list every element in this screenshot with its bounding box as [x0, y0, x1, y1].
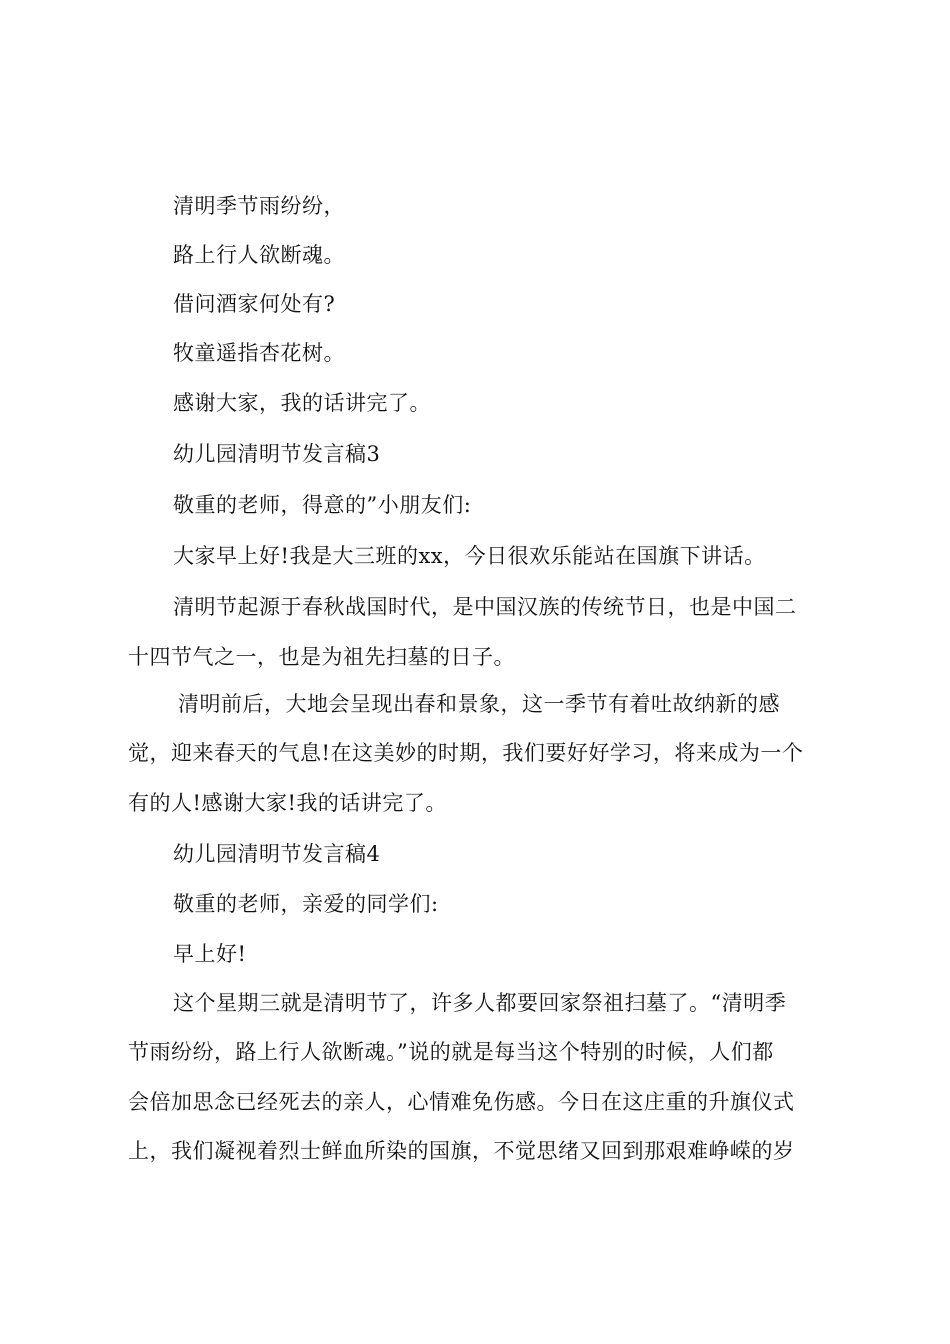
paragraph-line: 节雨纷纷，路上行人欲断魂。”说的就是每当这个特别的时候，人们都: [128, 1040, 774, 1064]
poem-line-3: 借问酒家何处有?: [173, 292, 336, 316]
paragraph-line: 这个星期三就是清明节了，许多人都要回家祭祖扫墓了。“清明季: [173, 991, 787, 1015]
greeting-line: 敬重的老师，得意的”小朋友们:: [173, 493, 472, 517]
poem-line-2: 路上行人欲断魂。: [173, 243, 345, 267]
paragraph-line: 会倍加思念已经死去的亲人，心情难免伤感。今日在这庄重的升旗仪式: [128, 1090, 795, 1114]
poem-line-1: 清明季节雨纷纷，: [173, 194, 345, 218]
paragraph-line: 清明节起源于春秋战国时代，是中国汉族的传统节日，也是中国二: [173, 595, 797, 619]
closing-line: 感谢大家，我的话讲完了。: [173, 391, 431, 415]
greeting-line: 敬重的老师，亲爱的同学们:: [173, 892, 439, 916]
paragraph-line: 大家早上好!我是大三班的xx，今日很欢乐能站在国旗下讲话。: [173, 544, 766, 568]
paragraph-line: 清明前后，大地会呈现出春和景象，这一季节有着吐故纳新的感: [178, 692, 780, 716]
paragraph-line: 有的人!感谢大家!我的话讲完了。: [128, 791, 447, 815]
poem-line-4: 牧童遥指杏花树。: [173, 341, 345, 365]
paragraph-line: 十四节气之一，也是为祖先扫墓的日子。: [128, 645, 515, 669]
paragraph-line: 觉，迎来春天的气息!在这美妙的时期，我们要好好学习，将来成为一个: [128, 741, 804, 765]
section-heading-3: 幼儿园清明节发言稿3: [173, 442, 381, 466]
greeting-line: 早上好!: [173, 942, 247, 966]
paragraph-line: 上，我们凝视着烈士鲜血所染的国旗，不觉思绪又回到那艰难峥嵘的岁: [128, 1139, 795, 1163]
section-heading-4: 幼儿园清明节发言稿4: [173, 842, 381, 866]
